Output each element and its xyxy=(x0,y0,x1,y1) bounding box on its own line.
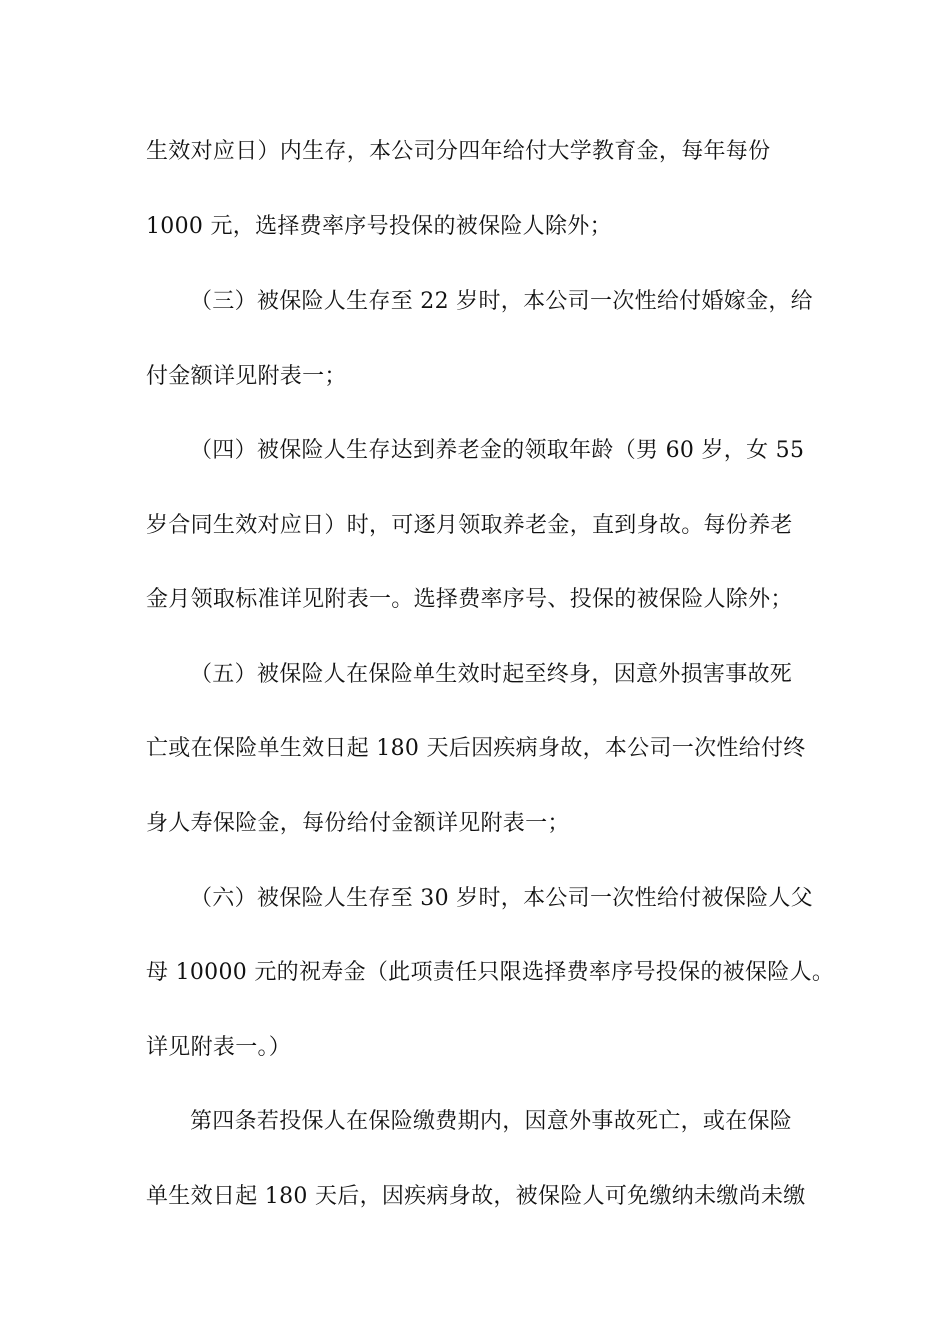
text-line-1: 生效对应日）内生存，本公司分四年给付大学教育金，每年每份 xyxy=(146,139,771,164)
text-line-7: 金月领取标准详见附表一。选择费率序号、投保的被保险人除外； xyxy=(146,587,793,612)
text-line-2: 1000 元，选择费率序号投保的被保险人除外； xyxy=(146,214,612,239)
text-line-8: （五）被保险人在保险单生效时起至终身，因意外损害事故死 xyxy=(190,662,793,687)
text-line-4: 付金额详见附表一； xyxy=(146,364,347,389)
text-line-13: 详见附表一。） xyxy=(146,1035,292,1060)
text-line-11: （六）被保险人生存至 30 岁时，本公司一次性给付被保险人父 xyxy=(190,886,813,911)
text-line-5: （四）被保险人生存达到养老金的领取年龄（男 60 岁，女 55 xyxy=(190,438,805,463)
text-line-9: 亡或在保险单生效日起 180 天后因疾病身故，本公司一次性给付终 xyxy=(146,736,806,761)
text-line-10: 身人寿保险金，每份给付金额详见附表一； xyxy=(146,811,570,836)
text-line-14: 第四条若投保人在保险缴费期内，因意外事故死亡，或在保险 xyxy=(190,1109,793,1134)
text-line-12: 母 10000 元的祝寿金（此项责任只限选择费率序号投保的被保险人。 xyxy=(146,960,835,985)
text-line-6: 岁合同生效对应日）时，可逐月领取养老金，直到身故。每份养老 xyxy=(146,513,793,538)
text-line-15: 单生效日起 180 天后，因疾病身故，被保险人可免缴纳未缴尚未缴 xyxy=(146,1184,806,1209)
text-line-3: （三）被保险人生存至 22 岁时，本公司一次性给付婚嫁金，给 xyxy=(190,289,813,314)
